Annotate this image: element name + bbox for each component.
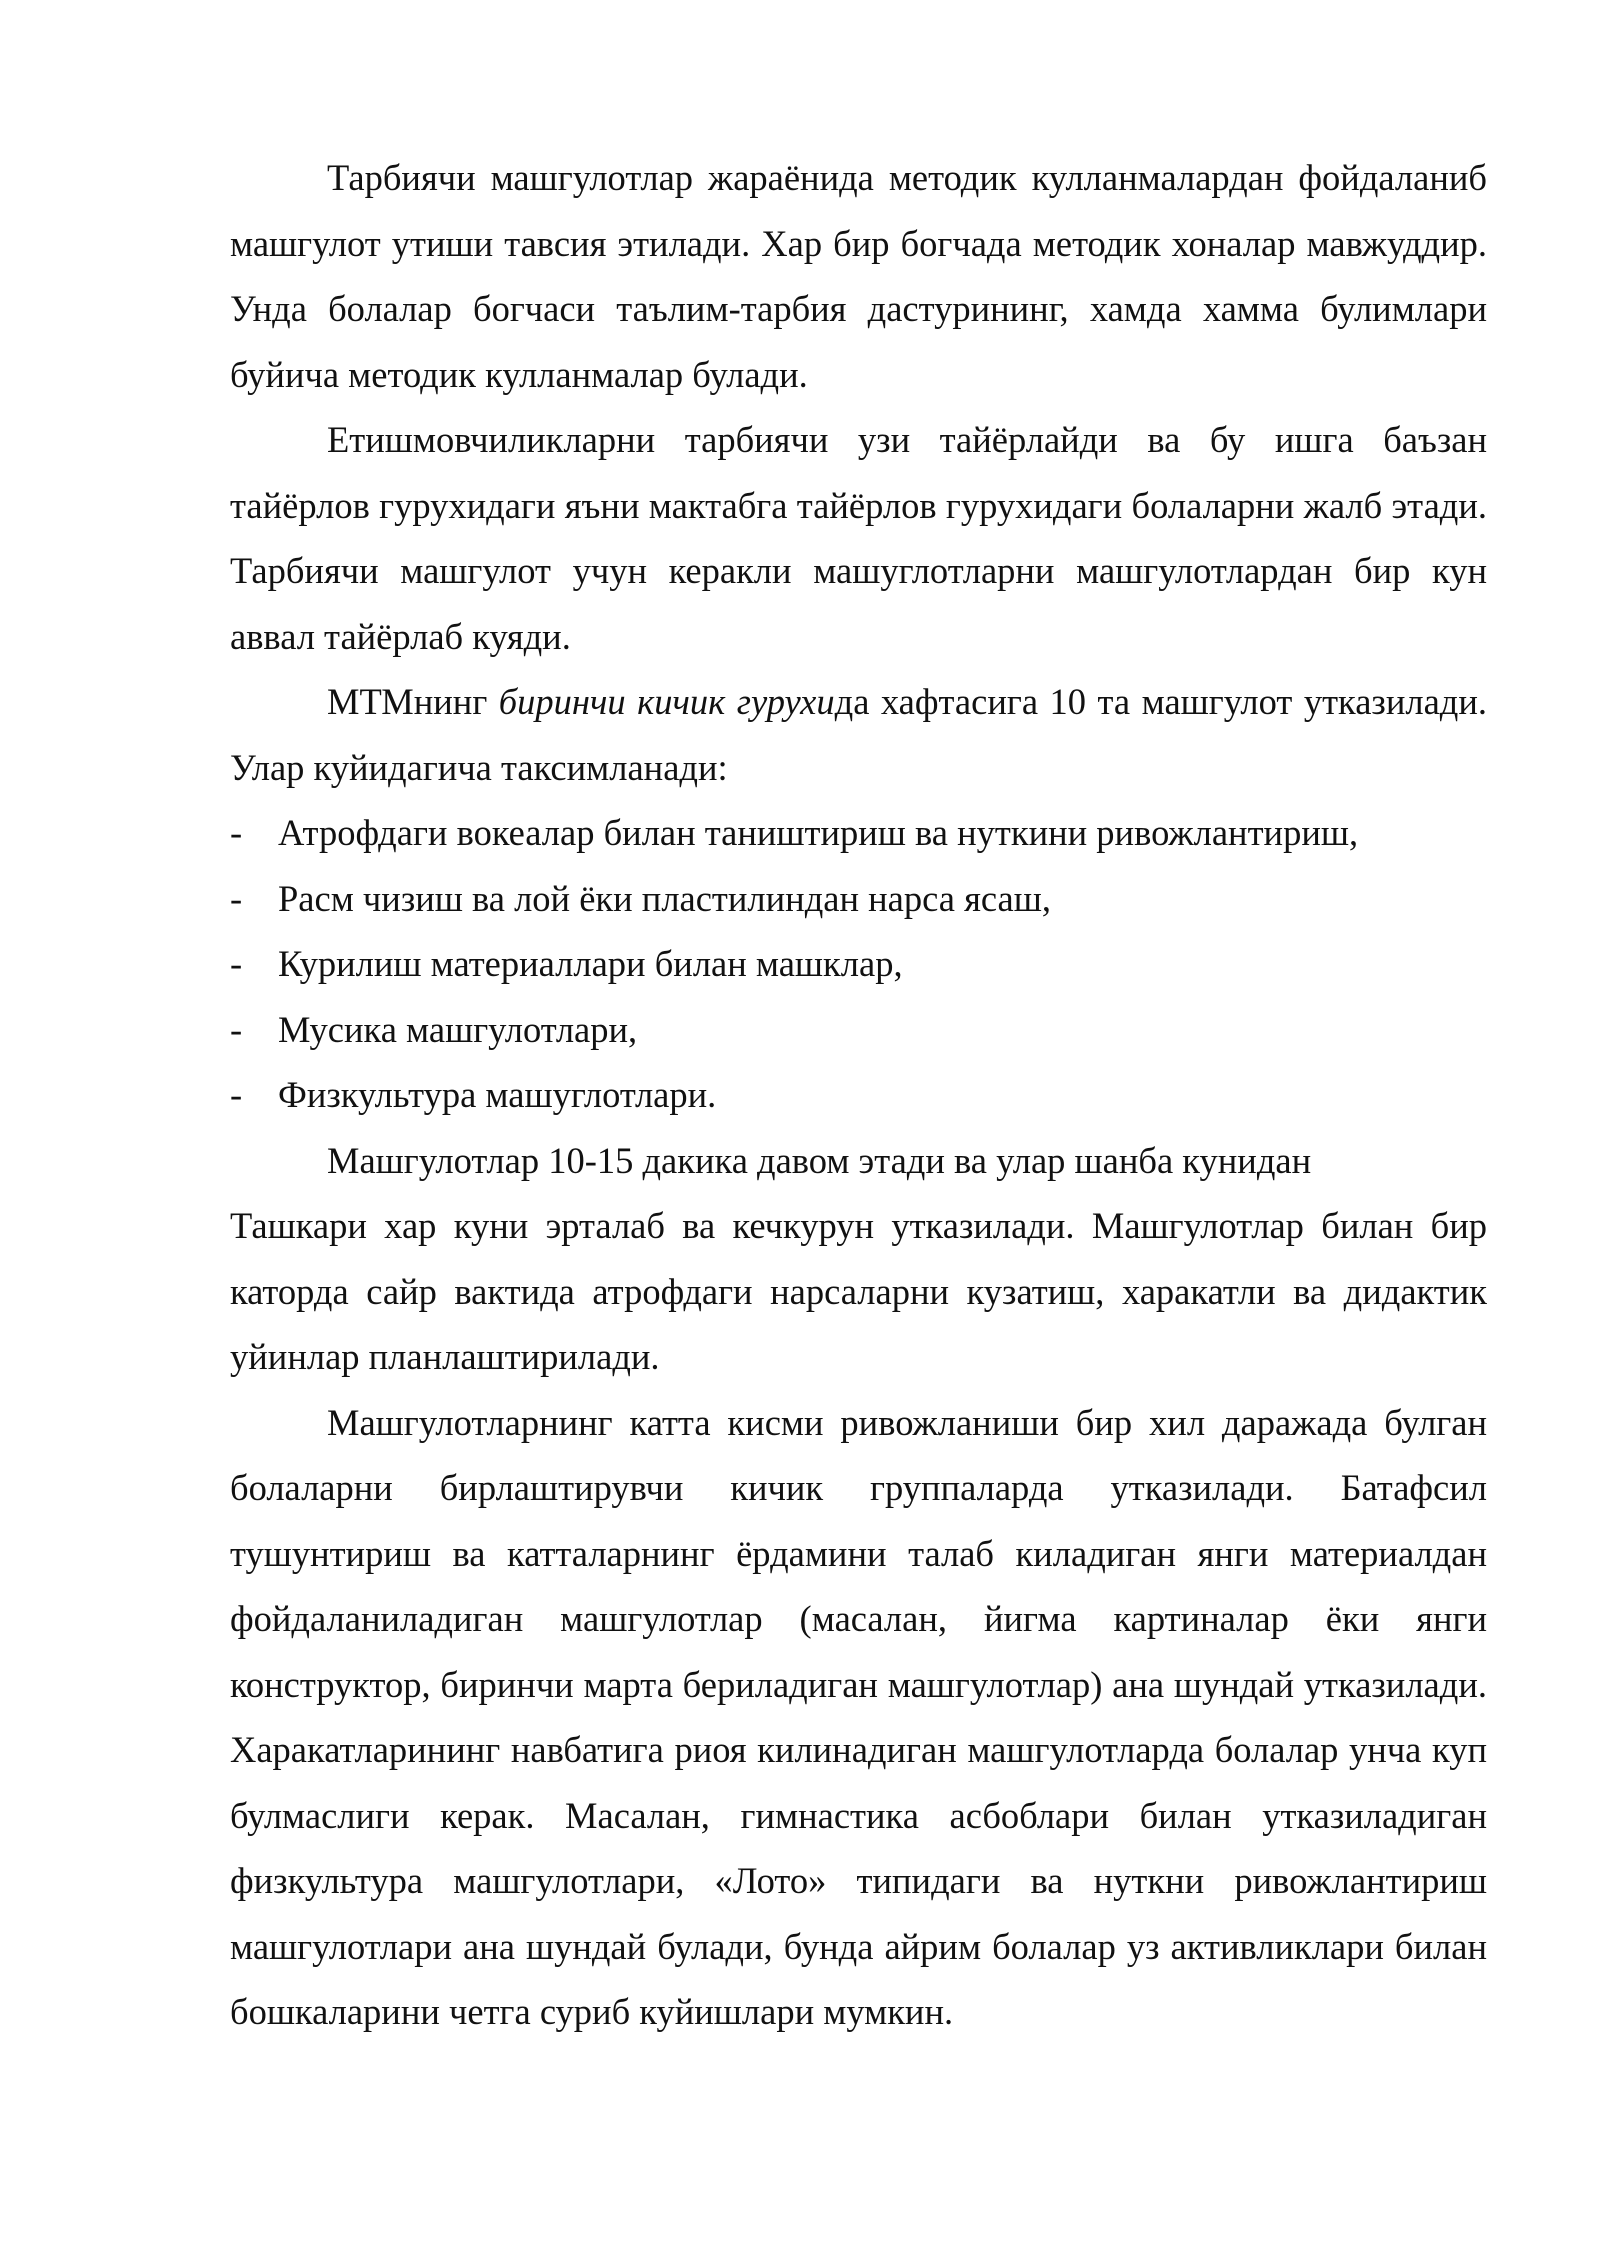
- list-marker: -: [230, 1008, 243, 1050]
- activity-list: [230, 800, 1487, 1128]
- list-item: [230, 931, 1487, 997]
- list-item: [230, 800, 1487, 866]
- list-item-text: Физкультура машуглотлари.: [278, 1074, 717, 1115]
- list-item: [230, 866, 1487, 932]
- duration-first-line: Машгулотлар 10-15 дакика давом этади ва улар шанба кунидан: [327, 1139, 1312, 1181]
- paragraph-weekly-schedule: [230, 669, 1487, 800]
- paragraph-small-groups: Машгулотларнинг катта кисми ривожланиши бир хил даражада булган болаларни бирлаштирувчи кичик группаларда утказилади. Батафсил тушунтириш ва катталарнинг ёрдамини талаб киладиган янги материалдан фойдаланиладиган машгулотлар (масалан, йигма картиналар ёки янги конструктор, биринчи марта бериладиган машгулотлар) ана шундай утказилади. Харакатларининг навбатига риоя килинадиган машгулотларда болалар унча куп булмаслиги керак. Масалан, гимнастика асбоблари билан утказиладиган физкультура машгулотлари, «Лото» типидаги ва нуткни ривожлантириш машгулотлари ана шундай булади, бунда айрим болалар уз активликлари билан бошкаларини четга суриб куйишлари мумкин.: [230, 1401, 1487, 2032]
- paragraph-preparation: Етишмовчиликларни тарбиячи узи тайёрлайди ва бу ишга баъзан тайёрлов гурухидаги яъни мактабга тайёрлов гурухидаги болаларни жалб этади. Тарбиячи машгулот учун керакли машуглотларни машгулотлардан бир кун аввал тайёрлаб куяди.: [230, 419, 1487, 657]
- duration-rest: Ташкари хар куни эрталаб ва кечкурун утказилади. Машгулотлар билан бир каторда сайр вактида атрофдаги нарсаларни кузатиш, харакатли ва дидактик уйинлар планлаштирилади.: [230, 1205, 1487, 1377]
- paragraph-duration: [230, 1128, 1487, 1390]
- list-marker: -: [230, 1074, 243, 1115]
- schedule-emphasis: биринчи кичик гурухи: [498, 681, 835, 722]
- schedule-text-before: МТМнинг: [327, 681, 499, 722]
- list-marker: -: [230, 877, 243, 919]
- list-item-text: Расм чизиш ва лой ёки пластилиндан нарса ясаш,: [278, 877, 1051, 919]
- schedule-text-after: да хафтасига 10 та машгулот утказилади. Улар куйидагича таксимланади:: [230, 681, 1488, 788]
- list-marker: -: [230, 812, 243, 853]
- document-page: [230, 145, 1487, 2045]
- list-item-text: Курилиш материаллари билан машклар,: [278, 943, 903, 984]
- list-item: [230, 1062, 1487, 1128]
- list-item-text: Мусика машгулотлари,: [278, 1008, 638, 1050]
- paragraph-methodical-manuals: Тарбиячи машгулотлар жараёнида методик кулланмалардан фойдаланиб машгулот утиши тавсия этилади. Хар бир богчада методик хоналар мавжуддир. Унда болалар богчаси таълим-тарбия дастурининг, хамда хамма булимлари буйича методик кулланмалар булади.: [230, 157, 1487, 395]
- list-marker: -: [230, 943, 243, 984]
- list-item: [230, 997, 1487, 1063]
- list-item-text: Атрофдаги вокеалар билан таништириш ва нуткини ривожлантириш,: [278, 812, 1359, 853]
